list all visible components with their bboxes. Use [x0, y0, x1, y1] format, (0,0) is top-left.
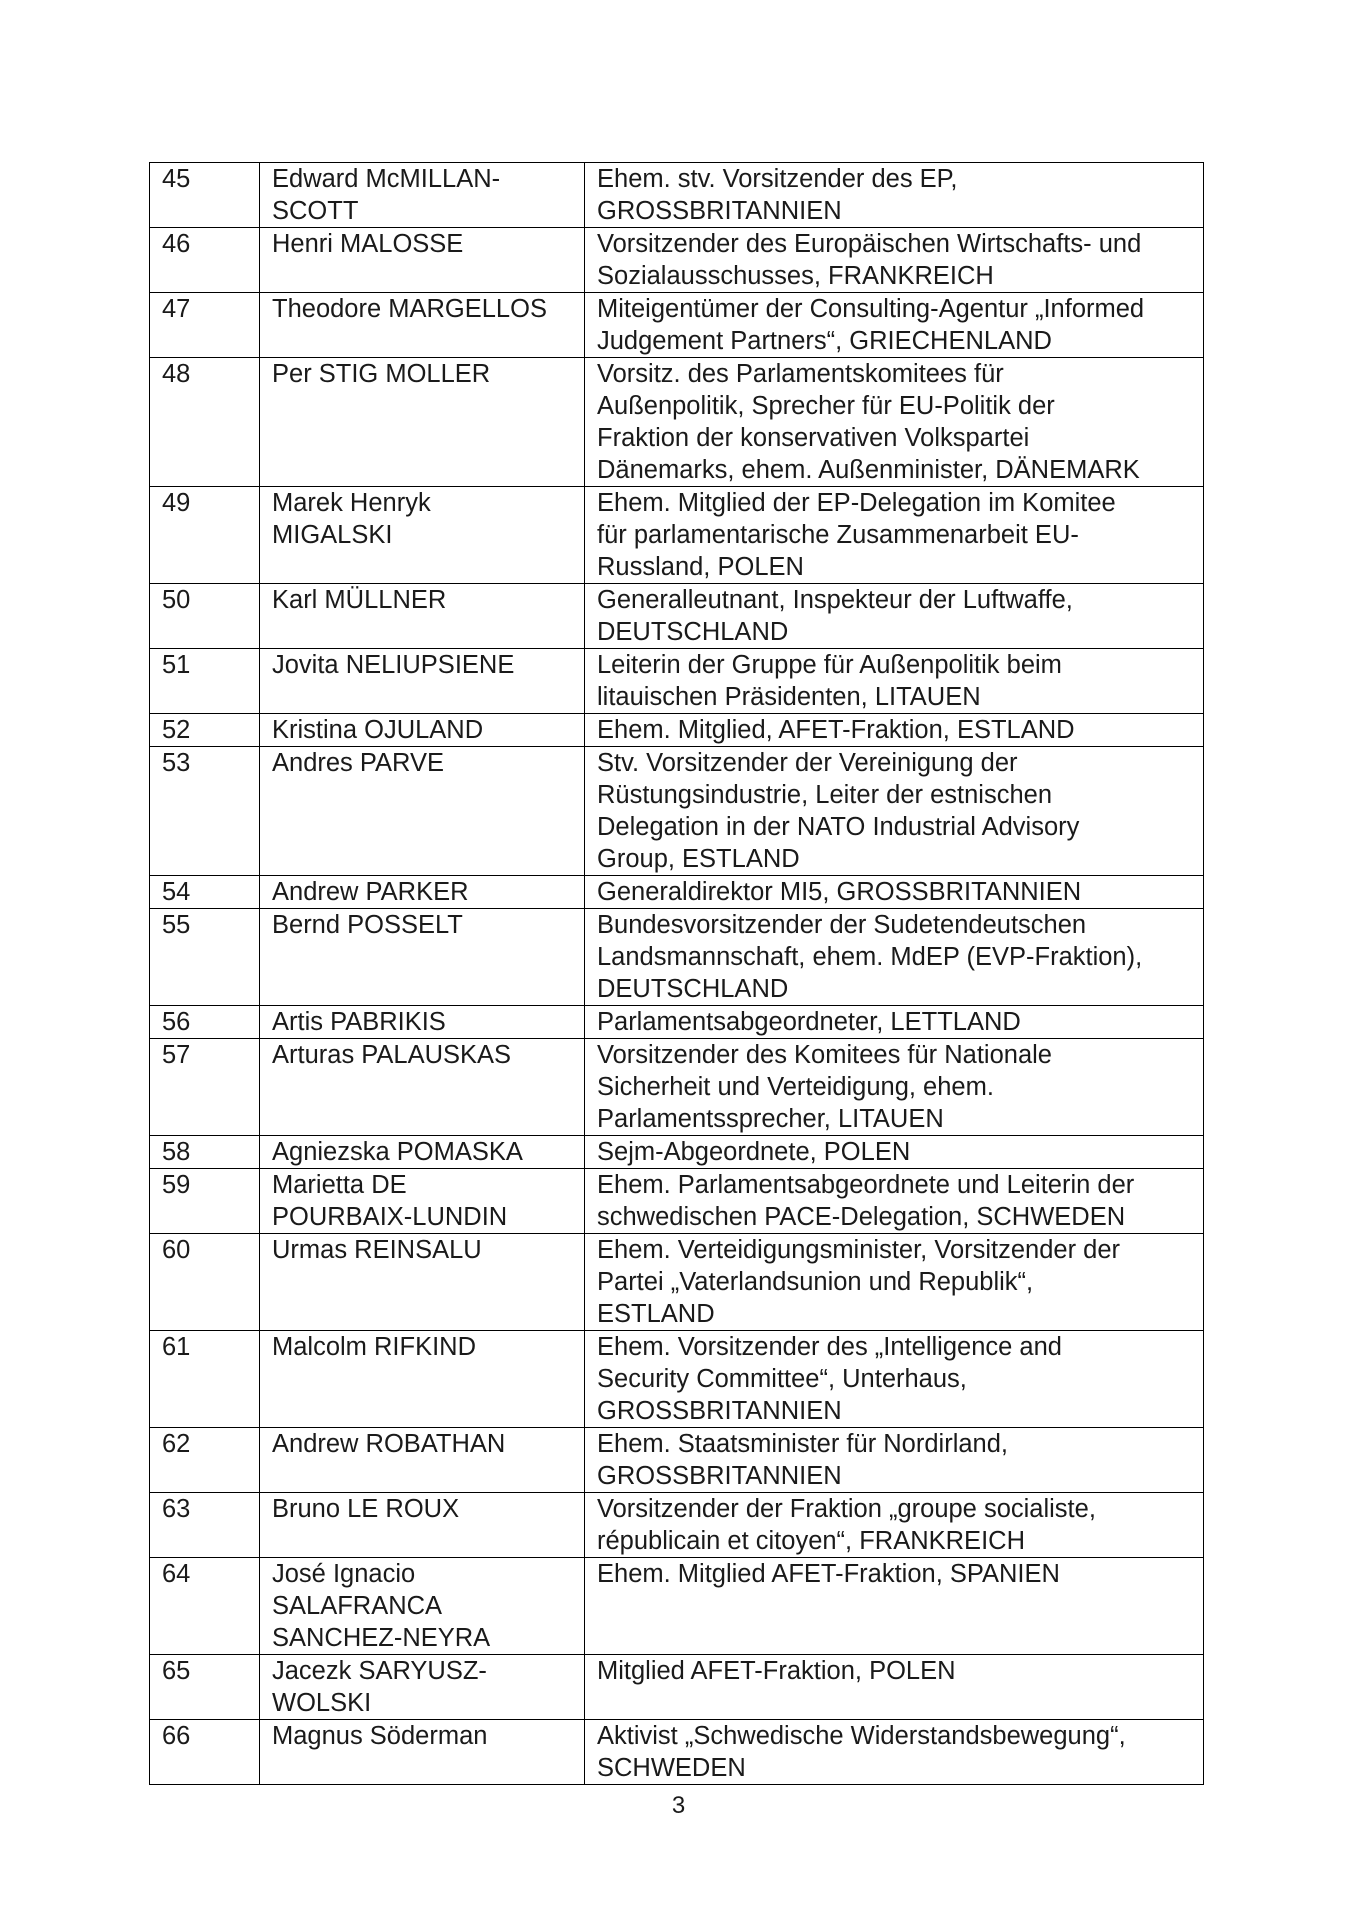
person-role: Ehem. Verteidigungsminister, Vorsitzender der Partei „Vaterlandsunion und Republik“, ESTLAND: [585, 1234, 1204, 1331]
row-number: 59: [150, 1169, 260, 1234]
person-role: Ehem. Staatsminister für Nordirland, GROSSBRITANNIEN: [585, 1428, 1204, 1493]
table-row: [150, 1428, 1204, 1493]
row-number: 50: [150, 584, 260, 649]
table-row: [150, 876, 1204, 909]
table-row: [150, 487, 1204, 584]
row-number: 64: [150, 1558, 260, 1655]
person-name: Theodore MARGELLOS: [260, 293, 585, 358]
person-name: Agniezska POMASKA: [260, 1136, 585, 1169]
row-number: 63: [150, 1493, 260, 1558]
person-role: Ehem. Vorsitzender des „Intelligence and Security Committee“, Unterhaus, GROSSBRITANNIEN: [585, 1331, 1204, 1428]
row-number: 49: [150, 487, 260, 584]
table-row: [150, 1136, 1204, 1169]
person-name: Henri MALOSSE: [260, 228, 585, 293]
table-row: [150, 1558, 1204, 1655]
table-row: [150, 1655, 1204, 1720]
person-name: Arturas PALAUSKAS: [260, 1039, 585, 1136]
person-name: Urmas REINSALU: [260, 1234, 585, 1331]
person-name: Edward McMILLAN- SCOTT: [260, 163, 585, 228]
row-number: 53: [150, 747, 260, 876]
table-row: [150, 747, 1204, 876]
table-row: [150, 1234, 1204, 1331]
table-row: [150, 584, 1204, 649]
person-role: Ehem. Mitglied, AFET-Fraktion, ESTLAND: [585, 714, 1204, 747]
person-role: Bundesvorsitzender der Sudetendeutschen Landsmannschaft, ehem. MdEP (EVP-Fraktion), DEUTSCHLAND: [585, 909, 1204, 1006]
person-role: Miteigentümer der Consulting-Agentur „Informed Judgement Partners“, GRIECHENLAND: [585, 293, 1204, 358]
row-number: 66: [150, 1720, 260, 1785]
person-role: Mitglied AFET-Fraktion, POLEN: [585, 1655, 1204, 1720]
person-name: Bruno LE ROUX: [260, 1493, 585, 1558]
person-name: Andrew ROBATHAN: [260, 1428, 585, 1493]
row-number: 60: [150, 1234, 260, 1331]
table-row: [150, 649, 1204, 714]
person-role: Parlamentsabgeordneter, LETTLAND: [585, 1006, 1204, 1039]
table-row: [150, 909, 1204, 1006]
person-role: Sejm-Abgeordnete, POLEN: [585, 1136, 1204, 1169]
person-role: Ehem. Parlamentsabgeordnete und Leiterin der schwedischen PACE-Delegation, SCHWEDEN: [585, 1169, 1204, 1234]
persons-table: [149, 162, 1204, 1785]
person-name: Andres PARVE: [260, 747, 585, 876]
person-role: Ehem. Mitglied der EP-Delegation im Komitee für parlamentarische Zusammenarbeit EU- Russland, POLEN: [585, 487, 1204, 584]
person-name: Marek Henryk MIGALSKI: [260, 487, 585, 584]
person-name: Andrew PARKER: [260, 876, 585, 909]
person-name: Magnus Söderman: [260, 1720, 585, 1785]
person-name: Kristina OJULAND: [260, 714, 585, 747]
row-number: 52: [150, 714, 260, 747]
person-name: José Ignacio SALAFRANCA SANCHEZ-NEYRA: [260, 1558, 585, 1655]
person-role: Vorsitzender des Europäischen Wirtschafts- und Sozialausschusses, FRANKREICH: [585, 228, 1204, 293]
row-number: 56: [150, 1006, 260, 1039]
table-row: [150, 1331, 1204, 1428]
person-role: Vorsitzender des Komitees für Nationale Sicherheit und Verteidigung, ehem. Parlamentssprecher, LITAUEN: [585, 1039, 1204, 1136]
table-row: [150, 1006, 1204, 1039]
person-name: Jacezk SARYUSZ- WOLSKI: [260, 1655, 585, 1720]
row-number: 54: [150, 876, 260, 909]
row-number: 48: [150, 358, 260, 487]
person-name: Marietta DE POURBAIX-LUNDIN: [260, 1169, 585, 1234]
table-row: [150, 1039, 1204, 1136]
table-row: [150, 358, 1204, 487]
table-row: [150, 228, 1204, 293]
table-row: [150, 163, 1204, 228]
person-name: Artis PABRIKIS: [260, 1006, 585, 1039]
row-number: 57: [150, 1039, 260, 1136]
table-row: [150, 1493, 1204, 1558]
row-number: 47: [150, 293, 260, 358]
table-row: [150, 714, 1204, 747]
page-number: 3: [671, 1792, 686, 1819]
person-name: Karl MÜLLNER: [260, 584, 585, 649]
person-name: Malcolm RIFKIND: [260, 1331, 585, 1428]
row-number: 65: [150, 1655, 260, 1720]
person-name: Jovita NELIUPSIENE: [260, 649, 585, 714]
person-role: Ehem. Mitglied AFET-Fraktion, SPANIEN: [585, 1558, 1204, 1655]
table-row: [150, 293, 1204, 358]
person-name: Per STIG MOLLER: [260, 358, 585, 487]
person-role: Aktivist „Schwedische Widerstandsbewegung“, SCHWEDEN: [585, 1720, 1204, 1785]
row-number: 45: [150, 163, 260, 228]
person-role: Vorsitzender der Fraktion „groupe socialiste, républicain et citoyen“, FRANKREICH: [585, 1493, 1204, 1558]
person-name: Bernd POSSELT: [260, 909, 585, 1006]
person-role: Vorsitz. des Parlamentskomitees für Außenpolitik, Sprecher für EU-Politik der Fraktion der konservativen Volkspartei Dänemarks, ehem. Außenminister, DÄNEMARK: [585, 358, 1204, 487]
person-role: Generaldirektor MI5, GROSSBRITANNIEN: [585, 876, 1204, 909]
person-role: Ehem. stv. Vorsitzender des EP, GROSSBRITANNIEN: [585, 163, 1204, 228]
table-row: [150, 1720, 1204, 1785]
persons-table-body: [150, 163, 1204, 1785]
person-role: Stv. Vorsitzender der Vereinigung der Rüstungsindustrie, Leiter der estnischen Delegation in der NATO Industrial Advisory Group, ESTLAND: [585, 747, 1204, 876]
row-number: 55: [150, 909, 260, 1006]
person-role: Leiterin der Gruppe für Außenpolitik beim litauischen Präsidenten, LITAUEN: [585, 649, 1204, 714]
person-role: Generalleutnant, Inspekteur der Luftwaffe, DEUTSCHLAND: [585, 584, 1204, 649]
row-number: 61: [150, 1331, 260, 1428]
row-number: 46: [150, 228, 260, 293]
row-number: 62: [150, 1428, 260, 1493]
table-row: [150, 1169, 1204, 1234]
row-number: 58: [150, 1136, 260, 1169]
row-number: 51: [150, 649, 260, 714]
